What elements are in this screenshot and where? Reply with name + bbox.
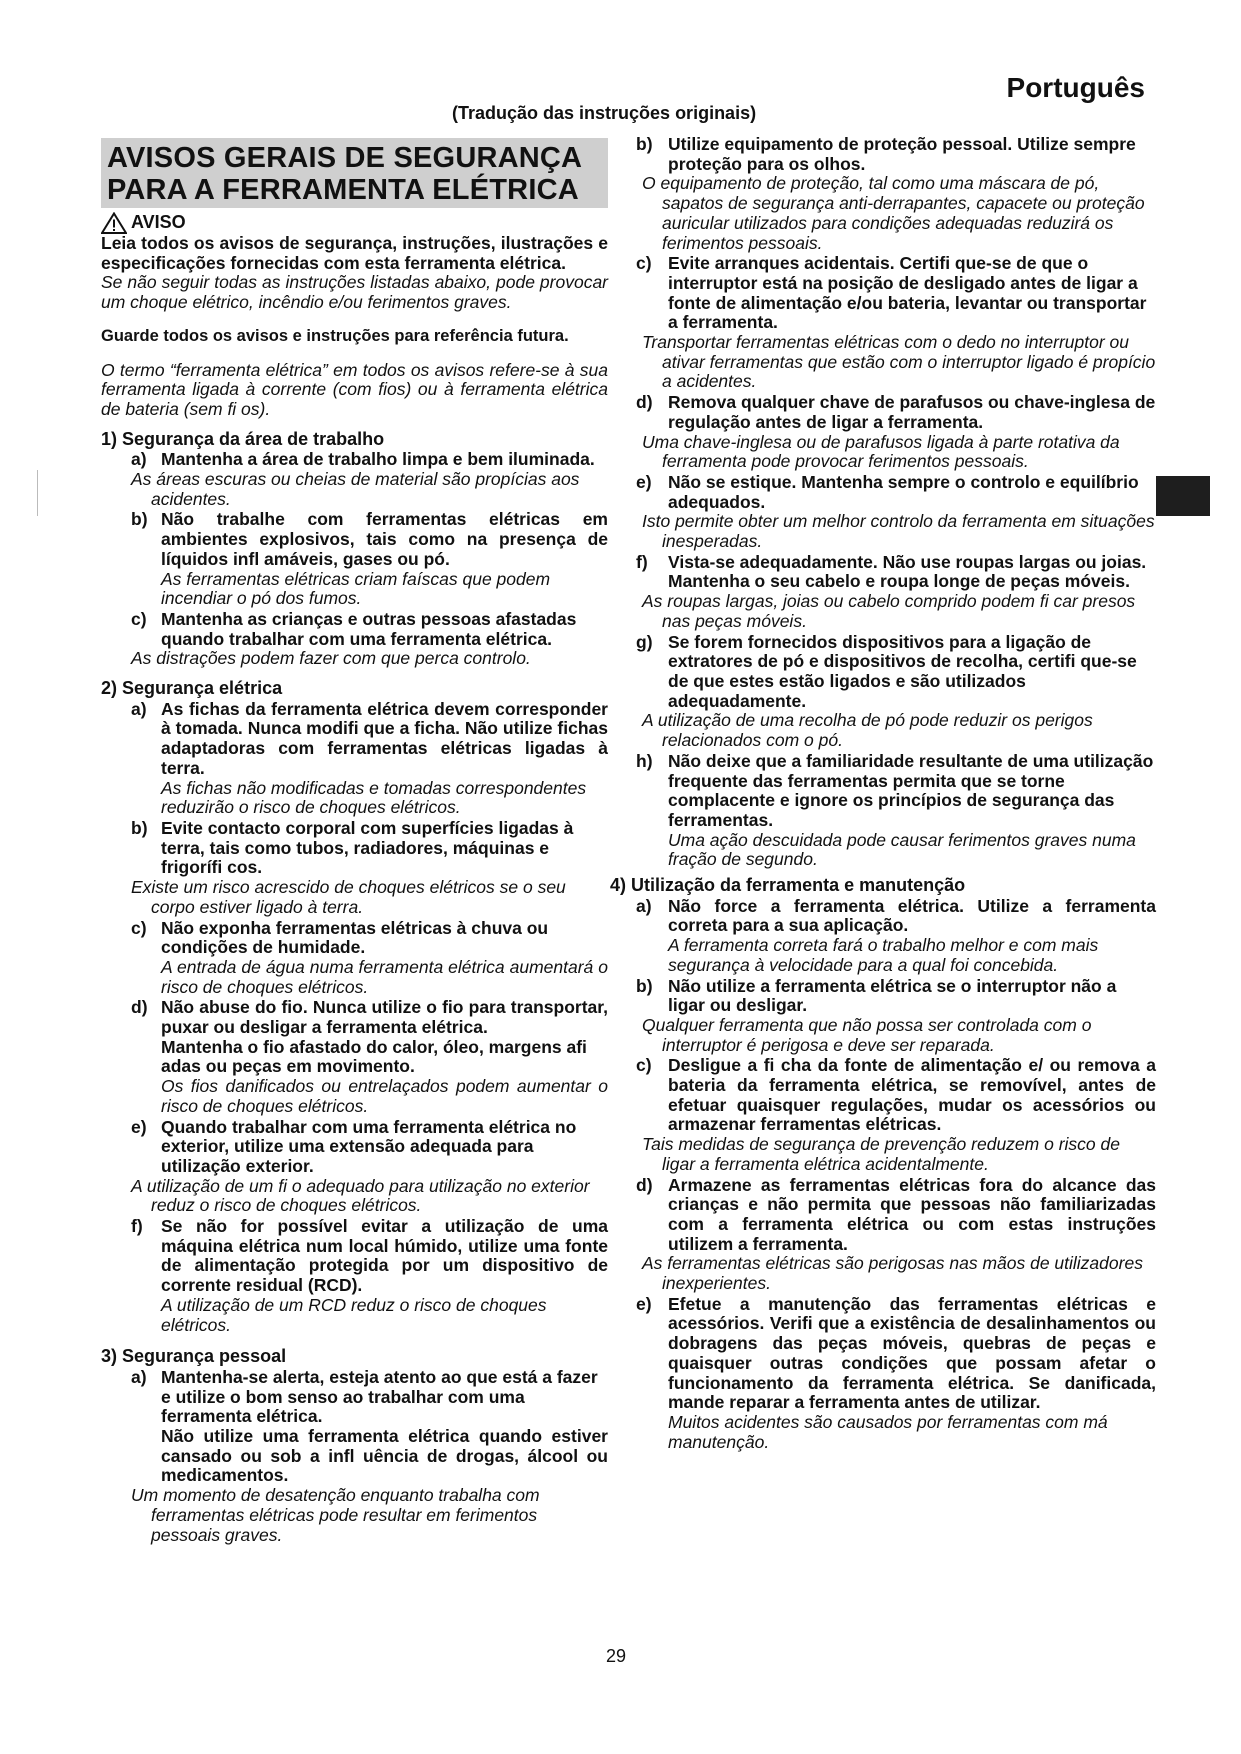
- intro-bold: Leia todos os avisos de segurança, instruções, ilustrações e especificações fornecidas com esta ferramenta elétrica.: [101, 233, 608, 273]
- list-item: [636, 897, 1156, 976]
- item-note: As roupas largas, joias ou cabelo comprido podem fi car presos nas peças móveis.: [642, 591, 1136, 631]
- item-text: Evite arranques acidentais. Certifi que-se de que o interruptor está na posição de desligado antes de ligar a fonte de alimentação e/ou bateria, levantar ou transportar a ferramenta.: [668, 253, 1147, 333]
- warning-triangle-icon: [101, 212, 127, 234]
- language-label: Português: [1006, 72, 1145, 103]
- item-label: f): [131, 1216, 143, 1237]
- list-item: [131, 610, 608, 649]
- item-note: A utilização de um fi o adequado para utilização no exterior reduz o risco de choques elétricos.: [131, 1175, 590, 1216]
- term-definition: O termo “ferramenta elétrica” em todos os avisos refere-se à sua ferramenta ligada à corrente (com fios) ou à ferramenta elétrica de bateria (sem fi os).: [101, 359, 608, 419]
- item-text: Utilize equipamento de proteção pessoal. Utilize sempre proteção para os olhos.: [668, 134, 1136, 174]
- item-note: As fichas não modificadas e tomadas correspondentes reduzirão o risco de choques elétricos.: [161, 777, 587, 818]
- item-text: Não utilize a ferramenta elétrica se o interruptor não a ligar ou desligar.: [668, 975, 1117, 1016]
- item-label: b): [636, 975, 653, 996]
- item-text: Remova qualquer chave de parafusos ou chave-inglesa de regulação antes de ligar a ferramenta.: [668, 392, 1156, 432]
- item-label: a): [131, 449, 147, 470]
- item-label: c): [636, 1055, 652, 1076]
- item-text: Efetue a manutenção das ferramentas elétricas e acessórios. Verifi que a existência de desalinhamentos ou dobragens das peças móveis, quebras de peças e quaisquer outras condições que possam afetar o funcionamento da ferramenta elétrica. Se danificada, mande reparar a ferramenta antes de utilizar.: [668, 1293, 1156, 1413]
- item-text: Não abuse do fio. Nunca utilize o fio para transportar, puxar ou desligar a ferramenta elétrica.: [161, 997, 608, 1038]
- item-text: Quando trabalhar com uma ferramenta elétrica no exterior, utilize uma extensão adequada para utilização exterior.: [161, 1116, 577, 1176]
- section-3-heading: 3) Segurança pessoal: [101, 1346, 287, 1367]
- item-note: Uma ação descuidada pode causar ferimentos graves numa fração de segundo.: [668, 829, 1136, 870]
- list-item: [131, 700, 608, 818]
- list-item: [131, 450, 608, 470]
- item-label: d): [131, 997, 148, 1018]
- left-column: [101, 138, 608, 1545]
- item-note: Muitos acidentes são causados por ferramentas com má manutenção.: [668, 1412, 1108, 1452]
- item-text: Se forem fornecidos dispositivos para a ligação de extratores de pó e dispositivos de recolha, certifi que-se de que estes estão ligados e são utilizados adequadamente.: [668, 631, 1137, 711]
- item-label: a): [636, 895, 652, 916]
- item-text: Não deixe que a familiaridade resultante de uma utilização frequente das ferramentas permita que se torne complacente e ignore os princípios de segurança das ferramentas.: [668, 750, 1154, 830]
- item-label: f): [636, 551, 648, 572]
- list-item: [131, 1368, 608, 1486]
- item-text: Desligue a fi cha da fonte de alimentação e/ ou remova a bateria da ferramenta elétrica, se removível, antes de efetuar quaisquer regulações, mudar os acessórios ou armazenar ferramentas elétricas.: [668, 1055, 1156, 1135]
- list-item: [131, 1118, 608, 1177]
- intro-italic: Se não seguir todas as instruções listadas abaixo, pode provocar um choque elétrico, incêndio e/ou ferimentos graves.: [101, 272, 608, 313]
- warning-label: AVISO: [131, 212, 186, 233]
- item-text: Mantenha as crianças e outras pessoas afastadas quando trabalhar com uma ferramenta elétrica.: [161, 608, 577, 649]
- list-item: [636, 473, 1156, 512]
- section-title-line2: PARA A FERRAMENTA ELÉTRICA: [107, 174, 579, 206]
- item-text: Não utilize uma ferramenta elétrica quando estiver cansado ou sob a infl uência de drogas, álcool ou medicamentos.: [161, 1426, 608, 1486]
- item-text: Mantenha o fio afastado do calor, óleo, margens afi adas ou peças em movimento.: [161, 1036, 587, 1077]
- item-label: a): [131, 1366, 147, 1387]
- page-number: 29: [606, 1646, 627, 1666]
- item-text: Não trabalhe com ferramentas elétricas em ambientes explosivos, tais como na presença de líquidos infl amáveis, gases ou pó.: [161, 509, 608, 569]
- item-text: Mantenha-se alerta, esteja atento ao que está a fazer e utilize o bom senso ao trabalhar com uma ferramenta elétrica.: [161, 1366, 598, 1427]
- item-note: A utilização de uma recolha de pó pode reduzir os perigos relacionados com o pó.: [642, 710, 1093, 751]
- list-item: [636, 254, 1156, 333]
- section-title: [101, 138, 608, 208]
- list-item: [131, 510, 608, 609]
- item-note: O equipamento de proteção, tal como uma máscara de pó, sapatos de segurança anti-derrapantes, capacete ou proteção auricular utilizados para condições adequadas reduzirá os ferimentos pessoais.: [642, 173, 1145, 253]
- section-2-heading: 2) Segurança elétrica: [101, 678, 283, 699]
- item-text: Vista-se adequadamente. Não use roupas largas ou joias. Mantenha o seu cabelo e roupa longe de peças móveis.: [668, 551, 1147, 592]
- item-label: e): [636, 471, 652, 492]
- list-item: [636, 1056, 1156, 1135]
- item-label: e): [131, 1116, 147, 1137]
- keep-instructions: Guarde todos os avisos e instruções para referência futura.: [101, 326, 569, 345]
- item-note: Qualquer ferramenta que não possa ser controlada com o interruptor é perigosa e deve ser reparada.: [642, 1014, 1092, 1055]
- item-note: Os fios danificados ou entrelaçados podem aumentar o risco de choques elétricos.: [161, 1076, 608, 1116]
- item-note: A ferramenta correta fará o trabalho melhor e com mais segurança à velocidade para a qual foi concebida.: [668, 935, 1099, 975]
- warning-heading: [101, 212, 608, 234]
- list-item: [636, 633, 1156, 712]
- item-note: A utilização de um RCD reduz o risco de choques elétricos.: [161, 1294, 547, 1335]
- item-text: Não se estique. Mantenha sempre o controlo e equilíbrio adequados.: [668, 471, 1139, 512]
- item-note: Uma chave-inglesa ou de parafusos ligada à parte rotativa da ferramenta pode provocar ferimentos pessoais.: [642, 431, 1120, 472]
- item-label: b): [131, 817, 148, 838]
- list-item: [636, 1176, 1156, 1255]
- item-note: As ferramentas elétricas são perigosas nas mãos de utilizadores inexperientes.: [642, 1253, 1143, 1294]
- section-tab-marker: [1156, 476, 1210, 516]
- right-column: [610, 134, 1156, 1452]
- section-1-heading: 1) Segurança da área de trabalho: [101, 428, 385, 449]
- item-label: c): [636, 253, 652, 274]
- item-note: Existe um risco acrescido de choques elétricos se o seu corpo estiver ligado à terra.: [131, 877, 566, 917]
- item-text: Se não for possível evitar a utilização de uma máquina elétrica num local húmido, utilize uma fonte de alimentação protegida por um dispositivo de corrente residual (RCD).: [161, 1216, 608, 1296]
- list-item: [131, 998, 608, 1116]
- list-item: [131, 819, 608, 878]
- item-note: Isto permite obter um melhor controlo da ferramenta em situações inesperadas.: [642, 511, 1155, 552]
- item-label: b): [636, 134, 653, 154]
- item-label: b): [131, 509, 148, 530]
- item-text: Não exponha ferramentas elétricas à chuva ou condições de humidade.: [161, 917, 549, 958]
- item-label: c): [131, 608, 147, 629]
- item-label: c): [131, 917, 147, 938]
- item-text: As fichas da ferramenta elétrica devem corresponder à tomada. Nunca modifi que a ficha. Não utilize fichas adaptadoras com ferramentas elétricas ligadas à terra.: [161, 698, 608, 778]
- list-item: [636, 553, 1156, 592]
- item-note: As distrações podem fazer com que perca controlo.: [131, 648, 531, 669]
- item-label: d): [636, 392, 653, 413]
- item-label: a): [131, 698, 147, 719]
- page-subtitle: (Tradução das instruções originais): [452, 103, 757, 123]
- list-item: [636, 977, 1156, 1016]
- item-note: Transportar ferramentas elétricas com o dedo no interruptor ou ativar ferramentas que estão com o interruptor ligado é propício a acidentes.: [642, 332, 1156, 392]
- margin-line: [37, 470, 38, 516]
- item-text: Evite contacto corporal com superfícies ligadas à terra, tais como tubos, radiadores, máquinas e frigorífi cos.: [161, 817, 574, 878]
- item-text: Mantenha a área de trabalho limpa e bem iluminada.: [161, 449, 595, 470]
- list-item: [636, 135, 1156, 174]
- list-item: [636, 393, 1156, 432]
- item-note: Tais medidas de segurança de prevenção reduzem o risco de ligar a ferramenta elétrica acidentalmente.: [642, 1134, 1120, 1174]
- list-item: [131, 1217, 608, 1335]
- item-note: Um momento de desatenção enquanto trabalha com ferramentas elétricas pode resultar em ferimentos pessoais graves.: [131, 1485, 540, 1545]
- section-4-heading: 4) Utilização da ferramenta e manutenção: [610, 875, 966, 896]
- list-item: [636, 752, 1156, 870]
- item-text: Não force a ferramenta elétrica. Utilize a ferramenta correta para a sua aplicação.: [668, 895, 1156, 936]
- item-label: h): [636, 750, 653, 771]
- item-label: g): [636, 631, 653, 652]
- list-item: [636, 1295, 1156, 1453]
- item-label: e): [636, 1293, 652, 1314]
- list-item: [131, 919, 608, 998]
- item-note: As ferramentas elétricas criam faíscas que podem incendiar o pó dos fumos.: [161, 568, 551, 609]
- item-text: Armazene as ferramentas elétricas fora do alcance das crianças e não permita que pessoas não familiarizadas com a ferramenta elétrica ou com estas instruções utilizem a ferramenta.: [668, 1174, 1156, 1254]
- section-title-line1: AVISOS GERAIS DE SEGURANÇA: [107, 142, 583, 174]
- item-note: As áreas escuras ou cheias de material são propícias aos acidentes.: [131, 469, 580, 509]
- item-label: d): [636, 1174, 653, 1195]
- item-note: A entrada de água numa ferramenta elétrica aumentará o risco de choques elétricos.: [161, 956, 608, 997]
